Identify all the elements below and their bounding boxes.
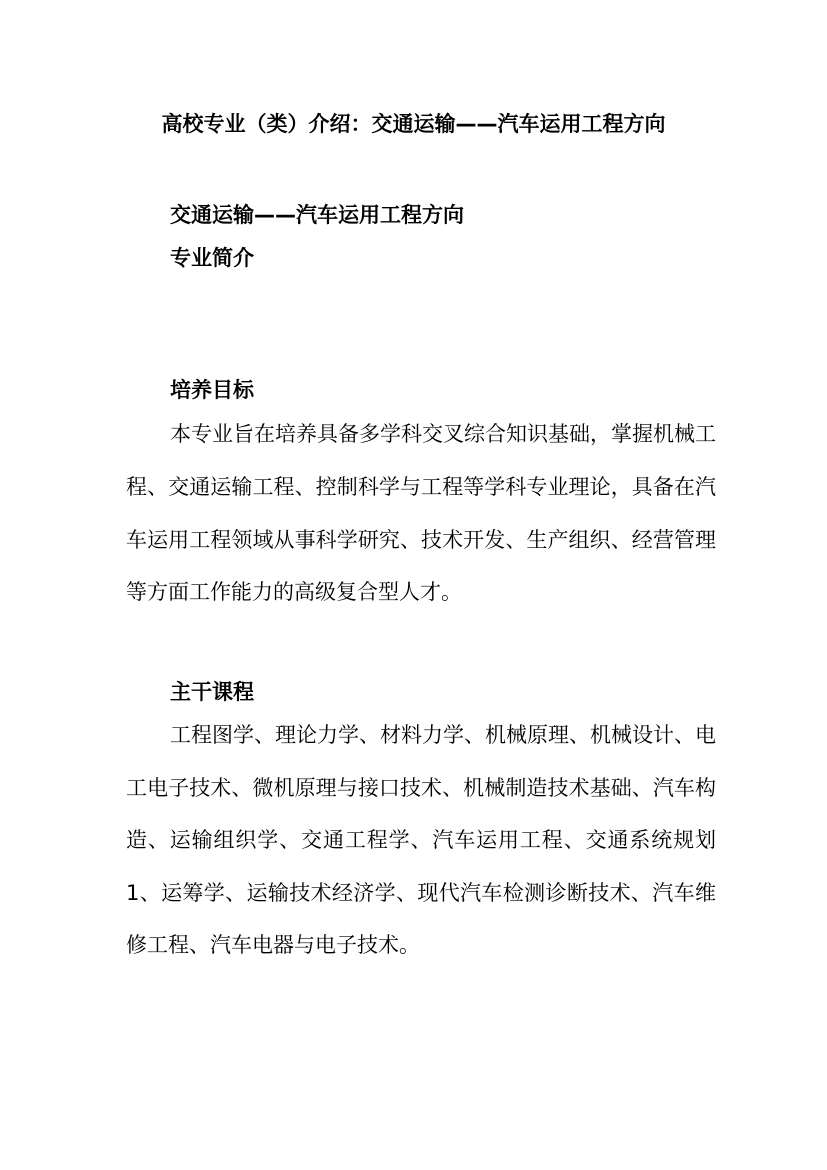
courses-heading: 主干课程: [170, 680, 254, 704]
courses-paragraph: 工程图学、理论力学、材料力学、机械原理、机械设计、电工电子技术、微机原理与接口技术、机械制造技术基础、汽车构造、运输组织学、交通工程学、汽车运用工程、交通系统规划 1、运筹学、运输技术经济学、现代汽车检测诊断技术、汽车维修工程、汽车电器与电子技术。: [126, 723, 716, 957]
document-title: 高校专业（类）介绍：交通运输——汽车运用工程方向: [161, 112, 666, 136]
major-name-heading: 交通运输——汽车运用工程方向: [170, 203, 464, 227]
objective-paragraph: 本专业旨在培养具备多学科交叉综合知识基础，掌握机械工程、交通运输工程、控制科学与工程等学科专业理论，具备在汽车运用工程领域从事科学研究、技术开发、生产组织、经营管理等方面工作能力的高级复合型人才。: [126, 422, 716, 605]
intro-heading: 专业简介: [170, 246, 254, 270]
objective-heading: 培养目标: [170, 378, 254, 402]
